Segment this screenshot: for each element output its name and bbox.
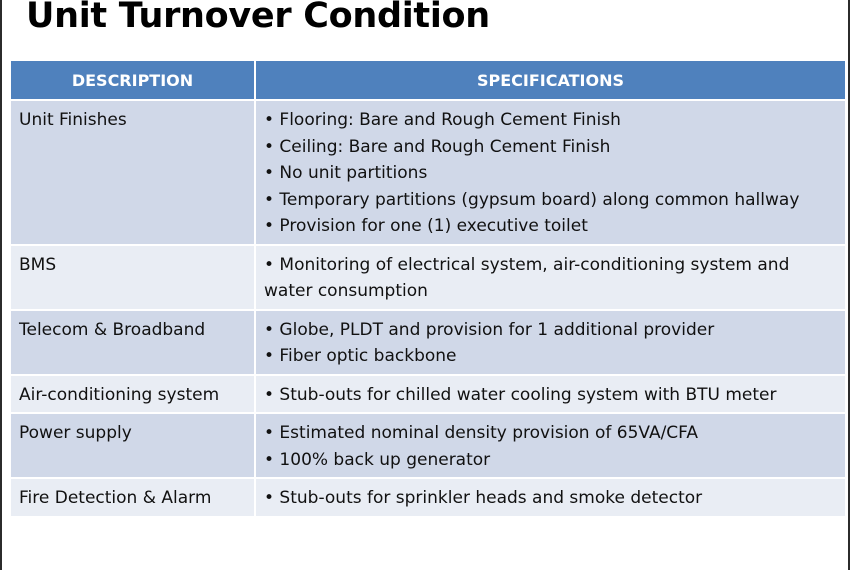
row-specifications <box>255 375 845 414</box>
row-specifications <box>255 245 845 310</box>
row-specifications <box>255 478 845 517</box>
slide-title: Unit Turnover Condition <box>26 0 490 36</box>
spec-item: • Stub-outs for sprinkler heads and smoke detector <box>264 488 703 508</box>
turnover-spec-table <box>11 61 845 518</box>
spec-item: • Provision for one (1) executive toilet <box>264 216 588 236</box>
table-row <box>11 245 845 310</box>
table-row <box>11 478 845 517</box>
table-header-row <box>11 61 845 100</box>
row-description: BMS <box>11 245 255 310</box>
row-description: Unit Finishes <box>11 100 255 245</box>
header-specifications: SPECIFICATIONS <box>255 61 845 100</box>
spec-item: • Fiber optic backbone <box>264 346 457 366</box>
row-specifications <box>255 413 845 478</box>
spec-item: • 100% back up generator <box>264 449 491 470</box>
spec-item: • Estimated nominal density provision of 65VA/CFA <box>264 423 699 443</box>
spec-item: • Stub-outs for chilled water cooling system with BTU meter <box>264 384 777 405</box>
table-row <box>11 413 845 478</box>
row-description: Power supply <box>11 413 255 478</box>
row-description: Telecom & Broadband <box>11 310 255 375</box>
spec-item: • Ceiling: Bare and Rough Cement Finish <box>264 136 611 157</box>
spec-item: • Temporary partitions (gypsum board) along common hallway <box>264 189 800 210</box>
table-row <box>11 375 845 414</box>
header-description: DESCRIPTION <box>11 61 255 100</box>
spec-item: • Flooring: Bare and Rough Cement Finish <box>264 110 621 130</box>
spec-item: • No unit partitions <box>264 163 428 183</box>
row-description: Air-conditioning system <box>11 375 255 414</box>
row-specifications <box>255 310 845 375</box>
table-row <box>11 310 845 375</box>
row-description: Fire Detection & Alarm <box>11 478 255 517</box>
table-row <box>11 100 845 245</box>
spec-item: • Globe, PLDT and provision for 1 additional provider <box>264 319 715 340</box>
spec-item: • Monitoring of electrical system, air-conditioning system and water consumption <box>264 254 790 301</box>
row-specifications <box>255 100 845 245</box>
